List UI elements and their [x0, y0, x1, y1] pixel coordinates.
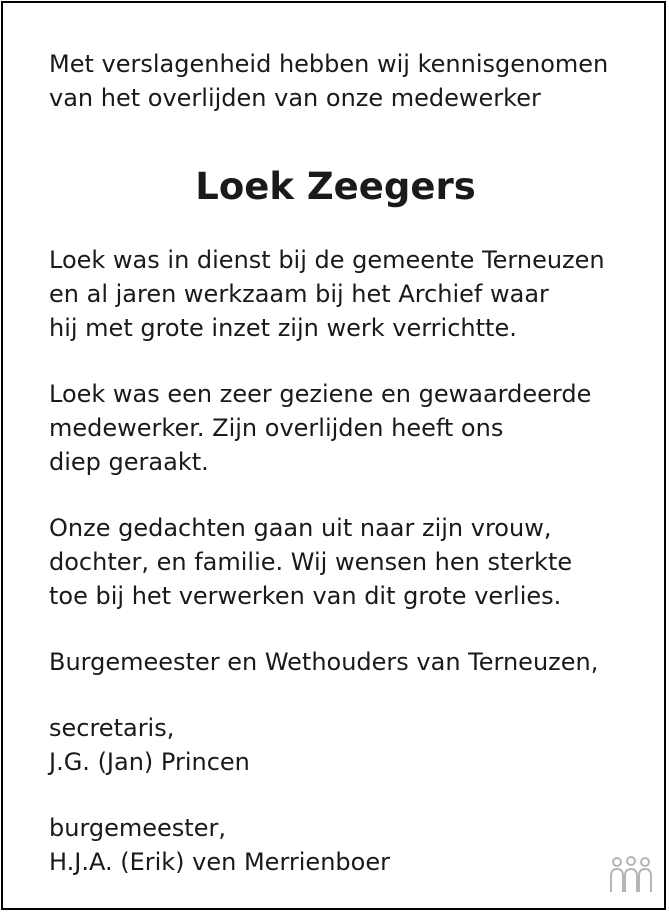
obituary-content [49, 47, 639, 911]
paragraph-line: Onze gedachten gaan uit naar zijn vrouw, [49, 514, 552, 542]
paragraph-condolence [49, 511, 639, 613]
signatory-role: secretaris, [49, 714, 175, 742]
paragraph-line: diep geraakt. [49, 448, 209, 476]
signatory-name: J.G. (Jan) Princen [49, 748, 250, 776]
paragraph-appreciation [49, 377, 639, 479]
paragraph-line: hij met grote inzet zijn werk verrichtte. [49, 314, 517, 342]
paragraph-line: Loek was een zeer geziene en gewaardeerde [49, 380, 592, 408]
signatory-burgemeester [49, 811, 639, 879]
deceased-name: Loek Zeegers [195, 165, 476, 208]
intro-line: van het overlijden van onze medewerker [49, 84, 541, 112]
sender-line [49, 645, 639, 679]
intro-line: Met verslagenheid hebben wij kennisgenomen [49, 50, 609, 78]
obituary-card [1, 1, 666, 910]
family-people-icon [608, 856, 654, 896]
paragraph-line: en al jaren werkzaam bij het Archief waar [49, 280, 549, 308]
sender-text: Burgemeester en Wethouders van Terneuzen, [49, 648, 599, 676]
paragraph-line: dochter, en familie. Wij wensen hen sterkte [49, 548, 573, 576]
paragraph-service [49, 243, 639, 345]
intro-text [49, 47, 639, 115]
signatory-role: burgemeester, [49, 814, 226, 842]
signatory-name: H.J.A. (Erik) ven Merrienboer [49, 848, 390, 876]
paragraph-line: toe bij het verwerken van dit grote verlies. [49, 582, 562, 610]
paragraph-line: Loek was in dienst bij de gemeente Terneuzen [49, 246, 605, 274]
signatory-secretaris [49, 711, 639, 779]
paragraph-line: medewerker. Zijn overlijden heeft ons [49, 414, 504, 442]
